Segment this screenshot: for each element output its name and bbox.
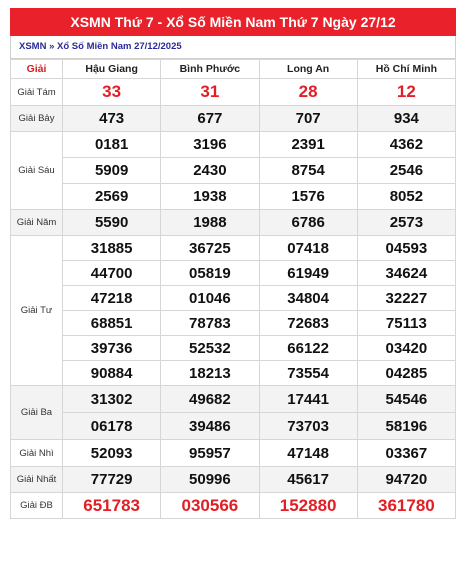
breadcrumb — [10, 36, 456, 59]
prize-label: Giải Năm — [11, 210, 63, 236]
breadcrumb-current-link[interactable]: Xổ Số Miền Nam 27/12/2025 — [57, 41, 182, 52]
result-number: 36725 — [161, 236, 259, 261]
table-row — [11, 286, 456, 311]
page-title: XSMN Thứ 7 - Xổ Số Miền Nam Thứ 7 Ngày 27/12 — [10, 8, 456, 36]
result-number: 73554 — [259, 361, 357, 386]
result-number: 66122 — [259, 336, 357, 361]
result-number: 34624 — [357, 261, 455, 286]
province-header-hau-giang[interactable]: Hậu Giang — [63, 60, 161, 79]
result-number: 32227 — [357, 286, 455, 311]
result-number: 0181 — [63, 132, 161, 158]
result-number: 473 — [63, 106, 161, 132]
result-number: 04593 — [357, 236, 455, 261]
table-row — [11, 440, 456, 467]
result-number: 361780 — [357, 493, 455, 519]
result-number: 54546 — [357, 386, 455, 413]
result-number: 8754 — [259, 158, 357, 184]
result-number: 58196 — [357, 413, 455, 440]
result-number: 44700 — [63, 261, 161, 286]
prize-label: Giải Nhì — [11, 440, 63, 467]
result-number: 75113 — [357, 311, 455, 336]
result-number: 31 — [161, 79, 259, 106]
table-row — [11, 336, 456, 361]
result-number: 2573 — [357, 210, 455, 236]
result-number: 77729 — [63, 467, 161, 493]
result-number: 50996 — [161, 467, 259, 493]
result-number: 677 — [161, 106, 259, 132]
result-number: 73703 — [259, 413, 357, 440]
table-row — [11, 106, 456, 132]
table-row — [11, 386, 456, 413]
result-number: 8052 — [357, 184, 455, 210]
table-row — [11, 493, 456, 519]
results-panel — [10, 8, 456, 519]
result-number: 47218 — [63, 286, 161, 311]
result-number: 52093 — [63, 440, 161, 467]
result-number: 78783 — [161, 311, 259, 336]
result-number: 07418 — [259, 236, 357, 261]
result-number: 94720 — [357, 467, 455, 493]
result-number: 45617 — [259, 467, 357, 493]
result-number: 2546 — [357, 158, 455, 184]
result-number: 49682 — [161, 386, 259, 413]
result-number: 4362 — [357, 132, 455, 158]
result-number: 030566 — [161, 493, 259, 519]
prize-label: Giải Sáu — [11, 132, 63, 210]
result-number: 39486 — [161, 413, 259, 440]
result-number: 28 — [259, 79, 357, 106]
result-number: 39736 — [63, 336, 161, 361]
result-number: 52532 — [161, 336, 259, 361]
result-number: 934 — [357, 106, 455, 132]
table-row — [11, 132, 456, 158]
result-number: 2430 — [161, 158, 259, 184]
result-number: 17441 — [259, 386, 357, 413]
result-number: 2569 — [63, 184, 161, 210]
breadcrumb-separator: » — [49, 41, 55, 52]
table-header-row — [11, 60, 456, 79]
result-number: 18213 — [161, 361, 259, 386]
result-number: 3196 — [161, 132, 259, 158]
prize-label: Giải Nhất — [11, 467, 63, 493]
table-row — [11, 184, 456, 210]
result-number: 1938 — [161, 184, 259, 210]
result-number: 6786 — [259, 210, 357, 236]
result-number: 12 — [357, 79, 455, 106]
prize-label: Giải Bảy — [11, 106, 63, 132]
prize-label: Giải Ba — [11, 386, 63, 440]
prize-label: Giải Tư — [11, 236, 63, 386]
result-number: 03420 — [357, 336, 455, 361]
table-row — [11, 79, 456, 106]
result-number: 5909 — [63, 158, 161, 184]
result-number: 34804 — [259, 286, 357, 311]
prize-label: Giải Tám — [11, 79, 63, 106]
result-number: 95957 — [161, 440, 259, 467]
province-header-long-an[interactable]: Long An — [259, 60, 357, 79]
result-number: 31302 — [63, 386, 161, 413]
table-row — [11, 361, 456, 386]
result-number: 03367 — [357, 440, 455, 467]
table-row — [11, 467, 456, 493]
result-number: 1988 — [161, 210, 259, 236]
result-number: 47148 — [259, 440, 357, 467]
prize-label: Giải ĐB — [11, 493, 63, 519]
result-number: 05819 — [161, 261, 259, 286]
result-number: 152880 — [259, 493, 357, 519]
result-number: 72683 — [259, 311, 357, 336]
prize-column-header: Giải — [11, 60, 63, 79]
result-number: 04285 — [357, 361, 455, 386]
results-table-body — [11, 79, 456, 519]
result-number: 5590 — [63, 210, 161, 236]
result-number: 01046 — [161, 286, 259, 311]
province-header-ho-chi-minh[interactable]: Hồ Chí Minh — [357, 60, 455, 79]
result-number: 68851 — [63, 311, 161, 336]
table-row — [11, 413, 456, 440]
results-table — [10, 59, 456, 519]
table-row — [11, 261, 456, 286]
result-number: 06178 — [63, 413, 161, 440]
breadcrumb-home-link[interactable]: XSMN — [19, 41, 47, 52]
table-row — [11, 311, 456, 336]
table-row — [11, 236, 456, 261]
result-number: 707 — [259, 106, 357, 132]
table-row — [11, 158, 456, 184]
result-number: 61949 — [259, 261, 357, 286]
result-number: 33 — [63, 79, 161, 106]
result-number: 651783 — [63, 493, 161, 519]
table-row — [11, 210, 456, 236]
result-number: 1576 — [259, 184, 357, 210]
result-number: 90884 — [63, 361, 161, 386]
result-number: 2391 — [259, 132, 357, 158]
result-number: 31885 — [63, 236, 161, 261]
province-header-binh-phuoc[interactable]: Bình Phước — [161, 60, 259, 79]
